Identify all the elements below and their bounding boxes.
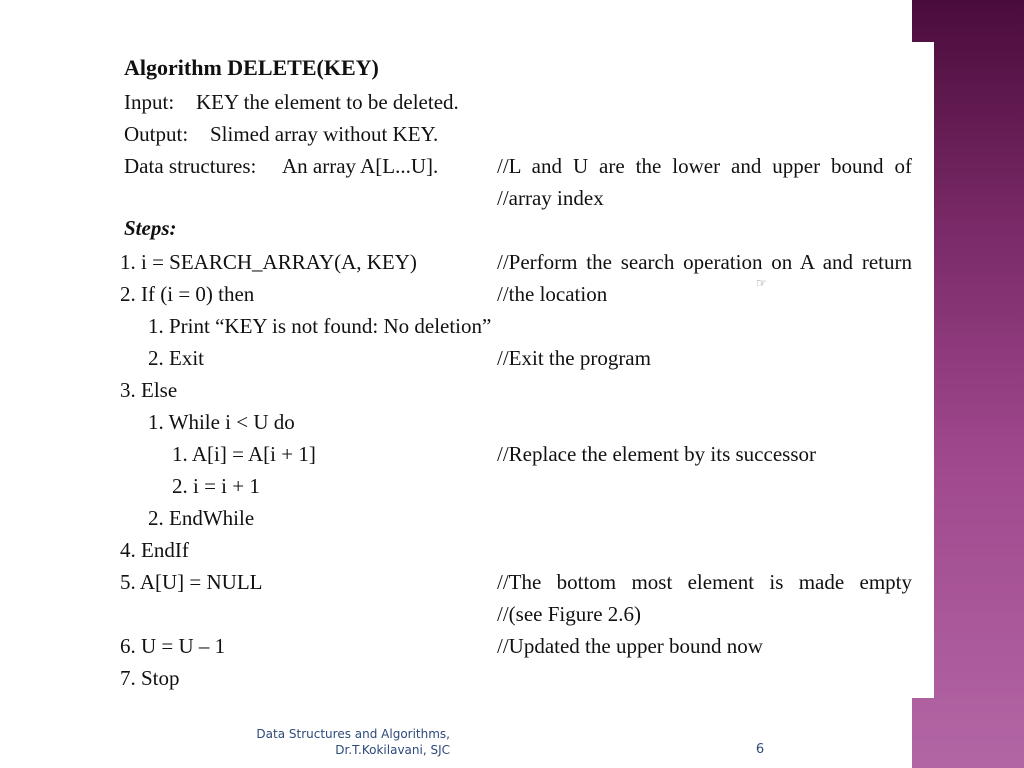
step-line: 2. If (i = 0) then — [120, 282, 255, 306]
output-text: Slimed array without KEY. — [210, 122, 439, 146]
step-line: 2. Exit — [148, 346, 204, 370]
step-line: 1. A[i] = A[i + 1] — [172, 442, 316, 466]
steps-heading: Steps: — [124, 216, 177, 240]
step-line: 1. While i < U do — [148, 410, 295, 434]
side-bar-notch — [912, 42, 934, 698]
data-structures-text: An array A[L...U]. — [282, 154, 439, 178]
data-structures-label: Data structures: — [124, 154, 257, 178]
page-number: 6 — [755, 742, 765, 757]
step-line: 3. Else — [120, 378, 178, 402]
decorative-side-bar — [912, 0, 1024, 768]
mouse-cursor-icon: ☞ — [756, 276, 767, 290]
step-line: 4. EndIf — [120, 538, 189, 562]
step-comment: //Exit the program — [497, 346, 651, 370]
footer-credit — [240, 726, 450, 758]
output-line — [124, 120, 438, 148]
step-comment: //Replace the element by its successor — [497, 442, 816, 466]
step-line: 6. U = U – 1 — [120, 634, 226, 658]
step-line: 7. Stop — [120, 666, 180, 690]
data-structures-comment-1: //L and U are the lower and upper bound of — [497, 154, 912, 178]
step-line: 2. EndWhile — [148, 506, 255, 530]
data-structures-comment-2: //array index — [497, 186, 604, 210]
footer-line-2: Dr.T.Kokilavani, SJC — [335, 743, 450, 757]
step-comment: //Updated the upper bound now — [497, 634, 763, 658]
input-text: KEY the element to be deleted. — [196, 90, 459, 114]
step-comment: //Perform the search operation on A and return — [497, 250, 912, 274]
footer-line-1: Data Structures and Algorithms, — [256, 727, 450, 741]
step-line: 1. i = SEARCH_ARRAY(A, KEY) — [120, 250, 417, 274]
input-label: Input: — [124, 90, 175, 114]
step-line: 1. Print “KEY is not found: No deletion” — [148, 314, 492, 338]
data-structures-line — [124, 152, 438, 180]
step-comment: //(see Figure 2.6) — [497, 602, 642, 626]
step-comment: //the location — [497, 282, 608, 306]
step-comment: //The bottom most element is made empty — [497, 570, 912, 594]
step-line: 2. i = i + 1 — [172, 474, 260, 498]
algorithm-title: Algorithm DELETE(KEY) — [124, 55, 379, 80]
step-line: 5. A[U] = NULL — [120, 570, 263, 594]
output-label: Output: — [124, 122, 189, 146]
input-line — [124, 88, 459, 116]
